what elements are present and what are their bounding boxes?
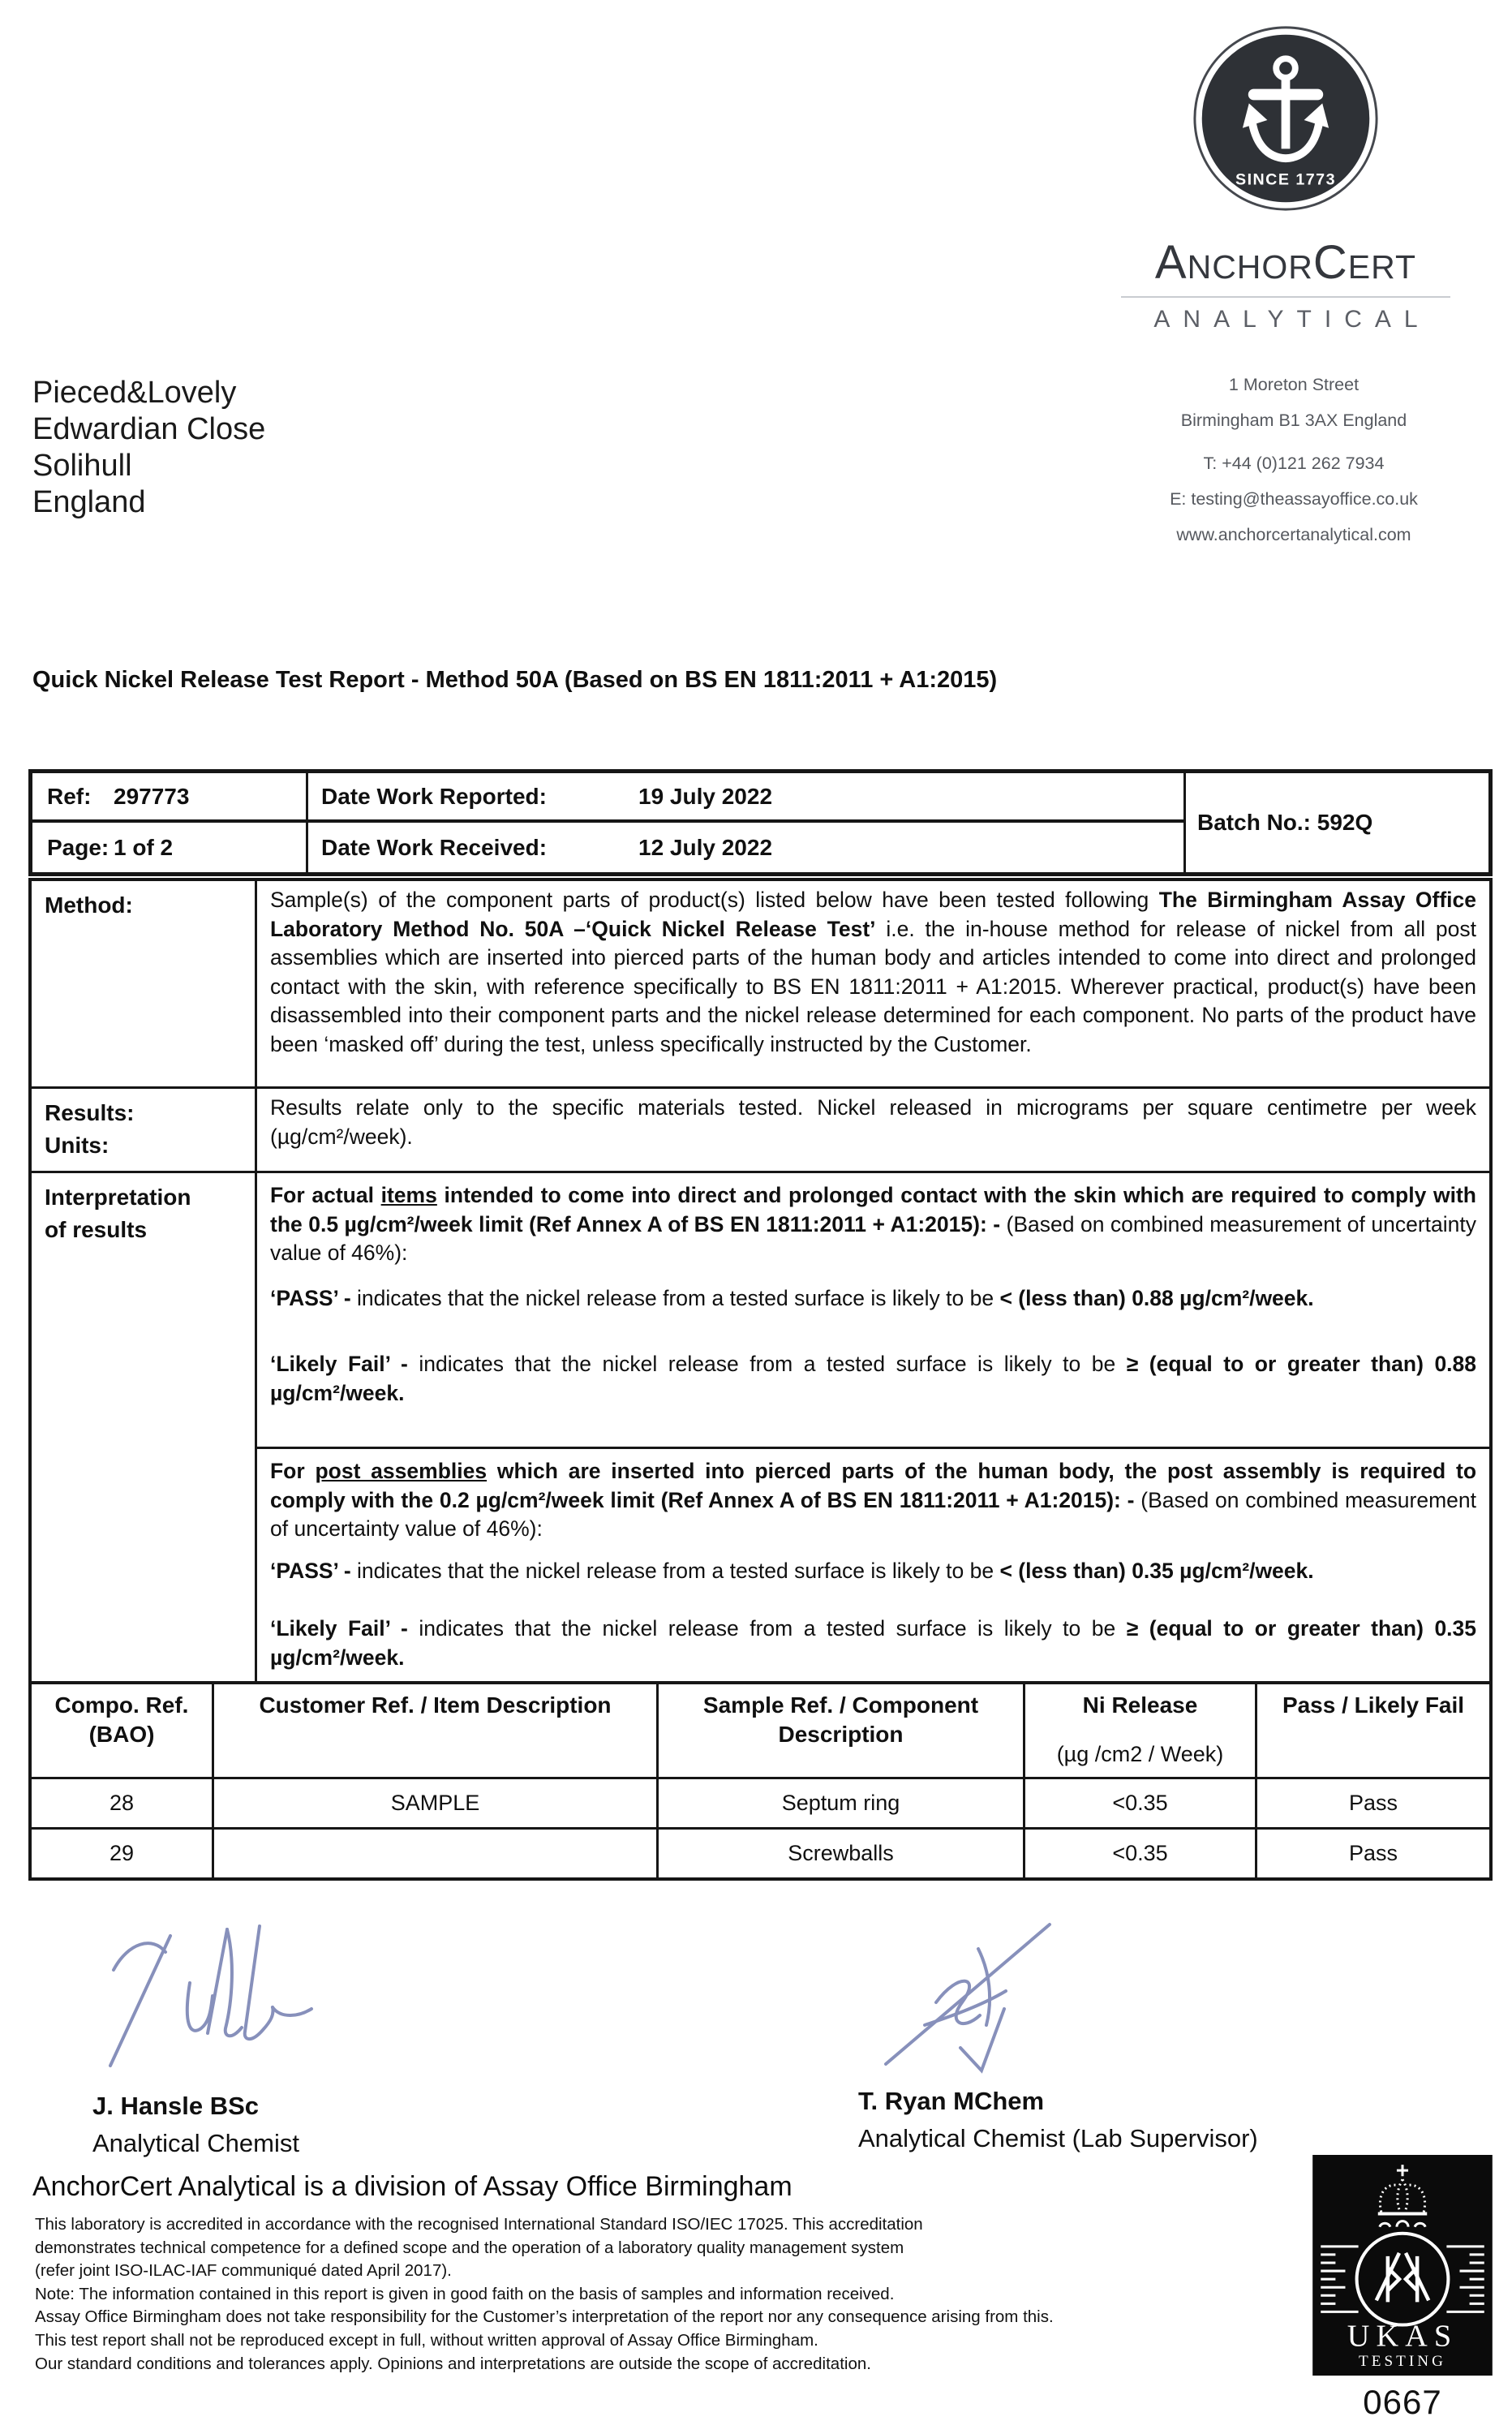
header-customer-ref: Customer Ref. / Item Description [214, 1684, 659, 1777]
ref-value: 297773 [114, 783, 190, 809]
results-units-text: Results relate only to the specific materials tested. Nickel released in micrograms per square centimetre per week (µg/cm²/week). [270, 1095, 1476, 1149]
intro-seg: For actual [270, 1183, 381, 1207]
anchor-icon [1190, 23, 1381, 214]
fail-definition [270, 1350, 1476, 1408]
address-line: Solihull [32, 449, 132, 483]
lab-contact [1100, 367, 1488, 553]
interpretation-label-line: of results [45, 1217, 148, 1242]
intro-seg: which are inserted into pierced parts of the human body, the post assembly is required to comply with the 0.2 µg/cm²/week limit (Ref Annex A of BS EN 1811:2011 + A1:2015): - [270, 1459, 1477, 1512]
units-label: Units: [45, 1133, 110, 1158]
pass-seg: ‘PASS’ - [270, 1285, 358, 1310]
items-interpretation [257, 1173, 1489, 1449]
row-ni-release: <0.35 [1025, 1827, 1257, 1877]
header-compo-ref [32, 1684, 214, 1777]
header-line: Compo. Ref. [54, 1692, 189, 1718]
interpretation-cell [257, 1171, 1489, 1684]
fail-definition [270, 1615, 1476, 1672]
row-component: Septum ring [659, 1777, 1025, 1827]
date-reported-cell [308, 773, 1186, 823]
header-line: Sample Ref. / Component [702, 1692, 979, 1718]
ukas-name-text: UKAS [1347, 2319, 1458, 2354]
fail-seg: indicates that the nickel release from a tested surface is likely to be [419, 1616, 1127, 1641]
page-label: Page: [47, 834, 110, 860]
signatory-role: Analytical Chemist (Lab Supervisor) [858, 2124, 1258, 2152]
interpretation-label-line: Interpretation [45, 1185, 191, 1210]
date-received-label: Date Work Received: [321, 834, 548, 860]
contact-line: Birmingham B1 3AX England [1180, 411, 1407, 430]
signature-hansle-icon [71, 1905, 341, 2080]
date-received-cell [308, 823, 1186, 872]
ukas-type-text: TESTING [1359, 2352, 1446, 2370]
fine-print-line: Assay Office Birmingham does not take responsibility for the Customer’s interpretation of the report nor any consequence arising from this. [35, 2307, 1054, 2327]
signature-ryan-icon [858, 1902, 1102, 2088]
ref-label: Ref: [47, 783, 92, 809]
intro-seg: For [270, 1459, 316, 1483]
contact-line: 1 Moreton Street [1228, 375, 1360, 394]
fail-seg: ≥ (equal to or greater than) 0.88 µg/cm²/week. [270, 1352, 1477, 1405]
intro-seg: (Based on combined measurement of uncertainty value of 46%): [270, 1211, 1476, 1265]
date-reported-label: Date Work Reported: [321, 783, 547, 809]
brand-divider [1121, 296, 1450, 298]
row-customer [214, 1827, 659, 1877]
method-text-cell [257, 881, 1489, 1086]
customer-address [32, 375, 265, 521]
results-units-label [32, 1086, 257, 1171]
posts-intro [270, 1457, 1476, 1544]
fine-print-line: Our standard conditions and tolerances apply. Opinions and interpretations are outside the scope of accreditation. [35, 2354, 871, 2373]
pass-seg: < (less than) 0.88 µg/cm²/week. [999, 1285, 1314, 1310]
header-pass-fail: Pass / Likely Fail [1282, 1692, 1465, 1718]
method-table [28, 878, 1493, 1684]
batch-number: Batch No.: 592Q [1197, 810, 1373, 835]
footer-division: AnchorCert Analytical is a division of Assay Office Birmingham [32, 2171, 793, 2202]
ukas-number: 0667 [1363, 2383, 1442, 2421]
interpretation-label [32, 1171, 257, 1684]
row-component: Screwballs [659, 1827, 1025, 1877]
results-table [28, 1681, 1493, 1881]
results-units-cell [257, 1086, 1489, 1171]
posts-interpretation [257, 1449, 1489, 1684]
items-intro [270, 1181, 1476, 1268]
page-cell [32, 823, 308, 872]
signatory-role: Analytical Chemist [92, 2129, 299, 2157]
anchorcert-logo [1111, 23, 1460, 333]
results-label: Results: [45, 1100, 135, 1125]
header-ni-release [1025, 1684, 1257, 1777]
brand-division-word: ANALYTICAL [1153, 306, 1431, 333]
intro-underlined: items [380, 1183, 437, 1207]
fine-print-line: demonstrates technical competence for a defined scope and the operation of a laboratory quality management system [35, 2238, 904, 2257]
contact-phone: T: +44 (0)121 262 7934 [1203, 454, 1385, 473]
date-reported-value: 19 July 2022 [638, 783, 773, 809]
pass-seg: ‘PASS’ - [270, 1558, 358, 1583]
pass-seg: indicates that the nickel release from a tested surface is likely to be [357, 1285, 1000, 1310]
pass-seg: < (less than) 0.35 µg/cm²/week. [999, 1558, 1314, 1583]
since-1773-text: SINCE 1773 [1235, 170, 1337, 189]
fail-seg: indicates that the nickel release from a tested surface is likely to be [419, 1352, 1127, 1376]
contact-email: E: testing@theassayoffice.co.uk [1170, 489, 1418, 509]
brand-name: AnchorCert [1154, 236, 1417, 289]
signatory-name: T. Ryan MChem [858, 2087, 1045, 2115]
contact-website: www.anchorcertanalytical.com [1176, 525, 1411, 544]
reference-table [28, 769, 1493, 876]
method-seg-bold: The Birmingham Assay Office Laboratory Method No. 50A –‘Quick Nickel Release Test’ [270, 888, 1476, 941]
row-ni-release: <0.35 [1025, 1777, 1257, 1827]
fail-seg: ‘Likely Fail’ - [270, 1352, 419, 1376]
fine-print-line: This laboratory is accredited in accordance with the recognised International Standard ISO/IEC 17025. This accreditation [35, 2215, 923, 2234]
fine-print-line: (refer joint ISO-ILAC-IAF communiqué dated April 2017). [35, 2261, 452, 2281]
page-value: 1 of 2 [114, 834, 174, 860]
header-line: (BAO) [88, 1722, 155, 1747]
header-ni-unit: (µg /cm2 / Week) [1056, 1742, 1224, 1766]
ukas-testing-icon [1312, 2155, 1493, 2376]
footer-fine-print [35, 2213, 1054, 2376]
ukas-badge [1312, 2155, 1493, 2422]
method-text [270, 886, 1476, 1059]
fail-seg: ‘Likely Fail’ - [270, 1616, 419, 1641]
row-result: Pass [1257, 1827, 1489, 1877]
intro-seg: intended to come into direct and prolonged contact with the skin which are required to comply with the 0.5 µg/cm²/week limit (Ref Annex A of BS EN 1811:2011 + A1:2015): - [270, 1183, 1476, 1236]
pass-seg: indicates that the nickel release from a tested surface is likely to be [357, 1558, 1000, 1583]
signatory-name: J. Hansle BSc [92, 2092, 260, 2120]
fine-print-line: Note: The information contained in this report is given in good faith on the basis of samples and information received. [35, 2284, 895, 2303]
header-line: Description [778, 1722, 904, 1747]
address-line: England [32, 485, 146, 519]
row-compo: 29 [32, 1827, 214, 1877]
pass-definition [270, 1284, 1476, 1314]
header-sample-ref [659, 1684, 1025, 1777]
intro-seg: (Based on combined measurement of uncertainty value of 46%): [270, 1487, 1476, 1541]
method-seg: i.e. the in-house method for release of nickel from all post assemblies which are inserted into pierced parts of the human body and articles intended to come into direct and prolonged contact with the skin, with reference specifically to BS EN 1811:2011 + A1:2015. Wherever practical, product(s) have been disassembled into their component parts and the nickel release determined for each component. No parts of the product have been ‘masked off’ during the test, unless specifically instructed by the Customer. [270, 916, 1477, 1056]
pass-definition [270, 1557, 1476, 1586]
row-customer: SAMPLE [214, 1777, 659, 1827]
row-compo: 28 [32, 1777, 214, 1827]
fail-seg: ≥ (equal to or greater than) 0.35 µg/cm²/week. [270, 1616, 1477, 1670]
method-label: Method: [32, 881, 257, 1086]
date-received-value: 12 July 2022 [638, 834, 773, 860]
row-result: Pass [1257, 1777, 1489, 1827]
header-line: Ni Release [1082, 1692, 1198, 1718]
method-seg: Sample(s) of the component parts of product(s) listed below have been tested following [270, 888, 1159, 912]
fine-print-line: This test report shall not be reproduced except in full, without written approval of Assay Office Birmingham. [35, 2330, 818, 2350]
ref-cell [32, 773, 308, 823]
intro-underlined: post assemblies [315, 1459, 488, 1483]
address-line: Pieced&Lovely [32, 376, 237, 410]
address-line: Edwardian Close [32, 412, 266, 446]
page-title: Quick Nickel Release Test Report - Method 50A (Based on BS EN 1811:2011 + A1:2015) [32, 667, 998, 693]
